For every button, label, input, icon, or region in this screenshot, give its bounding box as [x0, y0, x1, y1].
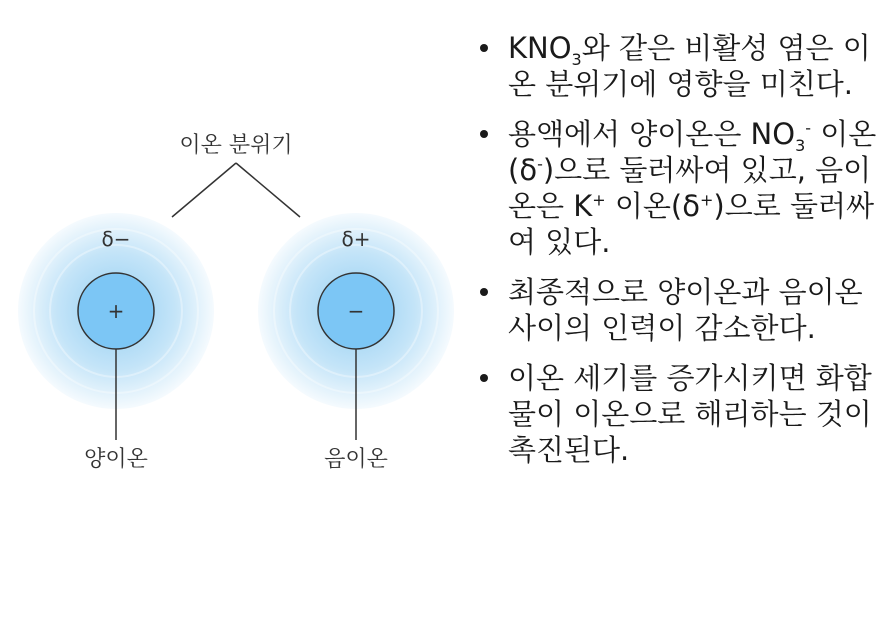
bullet-item [478, 116, 880, 260]
cation-name-label: 양이온 [84, 447, 148, 472]
atmosphere-pointer-right [236, 163, 300, 217]
bullet-text-fragment: )으로 둘러싸여 있고, 음이온은 K [508, 153, 872, 223]
bullet-item [478, 274, 880, 346]
atmosphere-pointer-left [172, 163, 236, 217]
cation-charge-sign: + [107, 299, 125, 323]
bullet-item [478, 30, 880, 102]
cation-group [18, 213, 214, 472]
anion-delta-label: δ+ [341, 227, 371, 251]
bullet-text-fragment: 3 [571, 49, 582, 69]
bullet-text-fragment: 최종적으로 양이온과 음이온 사이의 인력이 감소한다. [508, 275, 863, 345]
bullet-text-fragment: 와 같은 비활성 염은 이온 분위기에 영향을 미친다. [508, 31, 871, 101]
bullet-text-fragment: + [592, 190, 606, 210]
ion-atmosphere-label: 이온 분위기 [179, 133, 293, 158]
bullet-text-fragment: KNO [508, 31, 572, 65]
bullet-dot-icon [480, 130, 488, 138]
bullet-text-fragment: + [699, 190, 714, 210]
bullet-text-fragment: - [805, 118, 812, 138]
bullet-text-fragment: 용액에서 양이온은 NO [508, 117, 796, 151]
bullet-text-fragment: 이온(δ [605, 189, 700, 223]
bullet-dot-icon [480, 374, 488, 382]
anion-name-label: 음이온 [324, 447, 388, 472]
bullet-dot-icon [480, 288, 488, 296]
bullet-dot-icon [480, 44, 488, 52]
explanation-bullet-list [478, 30, 880, 482]
bullet-text-fragment: )으로 둘러싸여 있다. [508, 189, 874, 259]
bullet-text-fragment: 이온 세기를 증가시키면 화합물이 이온으로 해리하는 것이 촉진된다. [508, 361, 872, 467]
bullet-text-fragment: - [537, 154, 543, 174]
anion-charge-sign: − [347, 299, 365, 323]
bullet-text-fragment: 이온(δ [508, 117, 877, 187]
anion-group [258, 213, 454, 472]
bullet-text-fragment: 3 [795, 135, 806, 155]
cation-delta-label: δ− [101, 227, 131, 251]
bullet-item [478, 360, 880, 468]
